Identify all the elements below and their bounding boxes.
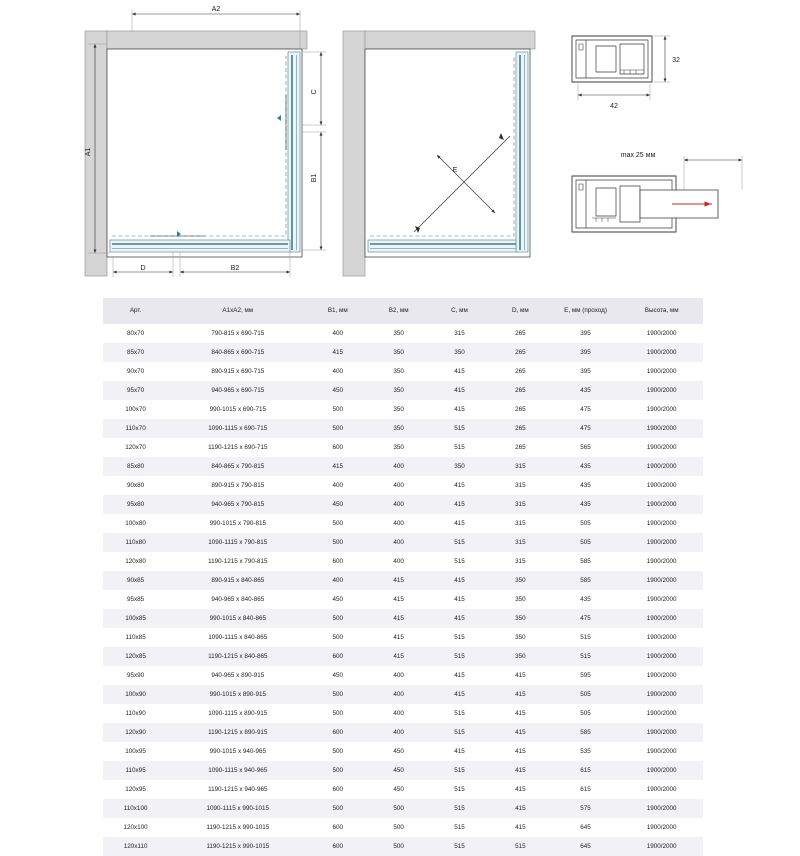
table-cell: 400 bbox=[307, 476, 368, 495]
table-cell: 400 bbox=[368, 685, 429, 704]
table-cell: 350 bbox=[368, 381, 429, 400]
table-cell: 100х90 bbox=[103, 685, 168, 704]
table-cell: 1900/2000 bbox=[620, 343, 703, 362]
dim-label-b1: B1 bbox=[311, 173, 318, 183]
table-cell: 100х85 bbox=[103, 609, 168, 628]
table-cell: 120х90 bbox=[103, 723, 168, 742]
table-row bbox=[103, 590, 703, 609]
table-cell: 500 bbox=[307, 761, 368, 780]
table-cell: 450 bbox=[307, 590, 368, 609]
table-cell: 120х110 bbox=[103, 837, 168, 856]
table-cell: 120х70 bbox=[103, 438, 168, 457]
table-cell: 500 bbox=[307, 533, 368, 552]
dim-label-b2: B2 bbox=[230, 265, 240, 272]
table-cell: 840-865 х 690-715 bbox=[168, 343, 307, 362]
table-cell: 1900/2000 bbox=[620, 457, 703, 476]
table-cell: 395 bbox=[551, 362, 621, 381]
dim-label-profile-width: 42 bbox=[610, 103, 618, 110]
table-cell: 1190-1215 х 940-965 bbox=[168, 780, 307, 799]
table-cell: 415 bbox=[429, 381, 490, 400]
table-cell: 1900/2000 bbox=[620, 362, 703, 381]
table-cell: 515 bbox=[551, 628, 621, 647]
table-cell: 85х80 bbox=[103, 457, 168, 476]
table-cell: 415 bbox=[429, 685, 490, 704]
table-cell: 110х85 bbox=[103, 628, 168, 647]
table-row bbox=[103, 818, 703, 837]
table-cell: 265 bbox=[490, 419, 551, 438]
table-cell: 120х100 bbox=[103, 818, 168, 837]
table-row bbox=[103, 685, 703, 704]
table-cell: 575 bbox=[551, 799, 621, 818]
table-cell: 595 bbox=[551, 666, 621, 685]
table-cell: 450 bbox=[307, 495, 368, 514]
table-cell: 435 bbox=[551, 590, 621, 609]
table-cell: 1090-1115 х 790-815 bbox=[168, 533, 307, 552]
table-cell: 500 bbox=[307, 400, 368, 419]
table-cell: 600 bbox=[307, 552, 368, 571]
table-cell: 500 bbox=[368, 818, 429, 837]
table-cell: 1900/2000 bbox=[620, 780, 703, 799]
table-cell: 450 bbox=[307, 381, 368, 400]
col-header-c: С, мм bbox=[429, 298, 490, 324]
table-cell: 890-915 х 790-815 bbox=[168, 476, 307, 495]
table-cell: 350 bbox=[490, 590, 551, 609]
table-cell: 1900/2000 bbox=[620, 818, 703, 837]
table-cell: 1090-1115 х 940-965 bbox=[168, 761, 307, 780]
table-cell: 535 bbox=[551, 742, 621, 761]
table-cell: 1900/2000 bbox=[620, 837, 703, 856]
table-row bbox=[103, 609, 703, 628]
table-cell: 120х80 bbox=[103, 552, 168, 571]
table-cell: 500 bbox=[307, 514, 368, 533]
table-cell: 615 bbox=[551, 761, 621, 780]
table-cell: 1190-1215 х 990-1015 bbox=[168, 837, 307, 856]
table-cell: 120х95 bbox=[103, 780, 168, 799]
table-cell: 415 bbox=[490, 685, 551, 704]
dim-label-a1: A1 bbox=[85, 147, 92, 157]
dim-label-e: E bbox=[452, 167, 458, 174]
table-cell: 400 bbox=[368, 514, 429, 533]
table-row bbox=[103, 438, 703, 457]
table-cell: 350 bbox=[368, 419, 429, 438]
col-header-a1a2: А1хА2, мм bbox=[168, 298, 307, 324]
table-cell: 1900/2000 bbox=[620, 590, 703, 609]
table-row bbox=[103, 400, 703, 419]
table-cell: 415 bbox=[429, 400, 490, 419]
table-row bbox=[103, 533, 703, 552]
table-cell: 1900/2000 bbox=[620, 761, 703, 780]
table-cell: 1190-1215 х 690-715 bbox=[168, 438, 307, 457]
table-cell: 315 bbox=[490, 533, 551, 552]
table-cell: 95х85 bbox=[103, 590, 168, 609]
table-cell: 265 bbox=[490, 343, 551, 362]
table-cell: 110х95 bbox=[103, 761, 168, 780]
table-cell: 435 bbox=[551, 476, 621, 495]
spec-table-wrap bbox=[103, 298, 703, 856]
table-cell: 585 bbox=[551, 723, 621, 742]
dim-label-max-adjust: max 25 мм bbox=[620, 152, 656, 159]
table-cell: 1900/2000 bbox=[620, 400, 703, 419]
table-cell: 415 bbox=[490, 818, 551, 837]
col-header-height: Высота, мм bbox=[620, 298, 703, 324]
table-cell: 415 bbox=[429, 666, 490, 685]
table-cell: 1900/2000 bbox=[620, 571, 703, 590]
table-cell: 1900/2000 bbox=[620, 514, 703, 533]
table-cell: 1900/2000 bbox=[620, 476, 703, 495]
table-cell: 415 bbox=[429, 742, 490, 761]
drawing-svg bbox=[0, 0, 800, 292]
table-cell: 990-1015 х 690-715 bbox=[168, 400, 307, 419]
table-cell: 1900/2000 bbox=[620, 324, 703, 343]
table-cell: 100х70 bbox=[103, 400, 168, 419]
table-cell: 565 bbox=[551, 438, 621, 457]
table-cell: 1900/2000 bbox=[620, 704, 703, 723]
table-cell: 500 bbox=[307, 628, 368, 647]
table-row bbox=[103, 495, 703, 514]
table-cell: 940-965 х 690-715 bbox=[168, 381, 307, 400]
table-cell: 415 bbox=[490, 742, 551, 761]
table-cell: 500 bbox=[307, 609, 368, 628]
table-cell: 350 bbox=[368, 400, 429, 419]
table-cell: 400 bbox=[368, 723, 429, 742]
table-cell: 515 bbox=[429, 723, 490, 742]
table-cell: 600 bbox=[307, 647, 368, 666]
table-cell: 400 bbox=[368, 533, 429, 552]
table-cell: 1900/2000 bbox=[620, 419, 703, 438]
table-cell: 450 bbox=[368, 780, 429, 799]
table-row bbox=[103, 571, 703, 590]
dim-label-c: C bbox=[311, 89, 318, 95]
table-row bbox=[103, 704, 703, 723]
table-cell: 585 bbox=[551, 552, 621, 571]
table-cell: 395 bbox=[551, 324, 621, 343]
table-cell: 1900/2000 bbox=[620, 742, 703, 761]
table-cell: 450 bbox=[307, 666, 368, 685]
table-cell: 415 bbox=[429, 609, 490, 628]
table-cell: 515 bbox=[429, 761, 490, 780]
table-cell: 1900/2000 bbox=[620, 533, 703, 552]
table-cell: 415 bbox=[490, 723, 551, 742]
table-cell: 585 bbox=[551, 571, 621, 590]
table-cell: 395 bbox=[551, 343, 621, 362]
table-cell: 90х85 bbox=[103, 571, 168, 590]
col-header-e: E, мм (проход) bbox=[551, 298, 621, 324]
table-cell: 120х85 bbox=[103, 647, 168, 666]
table-cell: 110х100 bbox=[103, 799, 168, 818]
table-cell: 500 bbox=[307, 685, 368, 704]
table-cell: 400 bbox=[368, 476, 429, 495]
table-cell: 790-815 х 690-715 bbox=[168, 324, 307, 343]
table-row bbox=[103, 799, 703, 818]
table-cell: 400 bbox=[307, 571, 368, 590]
col-header-b1: В1, мм bbox=[307, 298, 368, 324]
technical-drawings bbox=[0, 0, 800, 292]
table-cell: 1900/2000 bbox=[620, 609, 703, 628]
table-row bbox=[103, 723, 703, 742]
table-cell: 940-965 х 790-815 bbox=[168, 495, 307, 514]
table-cell: 500 bbox=[368, 837, 429, 856]
profile-section-bottom bbox=[572, 152, 742, 232]
table-cell: 415 bbox=[490, 666, 551, 685]
table-row bbox=[103, 761, 703, 780]
table-row bbox=[103, 628, 703, 647]
dim-label-a2: A2 bbox=[211, 6, 221, 13]
table-cell: 450 bbox=[368, 742, 429, 761]
table-cell: 80х70 bbox=[103, 324, 168, 343]
table-cell: 350 bbox=[368, 343, 429, 362]
table-cell: 350 bbox=[490, 571, 551, 590]
table-row bbox=[103, 324, 703, 343]
table-cell: 265 bbox=[490, 381, 551, 400]
table-header-row bbox=[103, 298, 703, 324]
table-cell: 415 bbox=[368, 628, 429, 647]
table-row bbox=[103, 476, 703, 495]
profile-section-top bbox=[572, 36, 680, 110]
table-cell: 515 bbox=[429, 837, 490, 856]
table-cell: 505 bbox=[551, 533, 621, 552]
table-cell: 515 bbox=[429, 780, 490, 799]
table-cell: 1190-1215 х 790-815 bbox=[168, 552, 307, 571]
table-cell: 505 bbox=[551, 704, 621, 723]
table-cell: 600 bbox=[307, 780, 368, 799]
table-cell: 350 bbox=[490, 647, 551, 666]
table-cell: 415 bbox=[307, 457, 368, 476]
table-cell: 100х95 bbox=[103, 742, 168, 761]
table-cell: 515 bbox=[429, 799, 490, 818]
table-cell: 515 bbox=[490, 837, 551, 856]
table-cell: 515 bbox=[429, 419, 490, 438]
table-cell: 110х70 bbox=[103, 419, 168, 438]
table-cell: 415 bbox=[429, 590, 490, 609]
table-cell: 515 bbox=[429, 533, 490, 552]
table-cell: 475 bbox=[551, 609, 621, 628]
table-cell: 435 bbox=[551, 381, 621, 400]
table-cell: 515 bbox=[429, 628, 490, 647]
table-cell: 1090-1115 х 840-865 bbox=[168, 628, 307, 647]
table-cell: 85х70 bbox=[103, 343, 168, 362]
table-cell: 1900/2000 bbox=[620, 723, 703, 742]
table-cell: 400 bbox=[368, 457, 429, 476]
table-cell: 315 bbox=[490, 552, 551, 571]
table-row bbox=[103, 381, 703, 400]
spec-table bbox=[103, 298, 703, 856]
table-cell: 1900/2000 bbox=[620, 438, 703, 457]
table-cell: 1900/2000 bbox=[620, 647, 703, 666]
table-cell: 990-1015 х 940-965 bbox=[168, 742, 307, 761]
table-row bbox=[103, 837, 703, 856]
table-cell: 415 bbox=[429, 514, 490, 533]
table-cell: 435 bbox=[551, 457, 621, 476]
table-cell: 515 bbox=[429, 552, 490, 571]
table-row bbox=[103, 742, 703, 761]
table-cell: 1190-1215 х 990-1015 bbox=[168, 818, 307, 837]
table-cell: 90х80 bbox=[103, 476, 168, 495]
col-header-article: Арт. bbox=[103, 298, 168, 324]
table-cell: 600 bbox=[307, 818, 368, 837]
table-cell: 645 bbox=[551, 818, 621, 837]
table-cell: 315 bbox=[490, 457, 551, 476]
table-cell: 1900/2000 bbox=[620, 685, 703, 704]
table-cell: 515 bbox=[429, 647, 490, 666]
table-cell: 315 bbox=[490, 476, 551, 495]
plan-view-left bbox=[85, 6, 326, 277]
dim-label-profile-height: 32 bbox=[672, 57, 680, 64]
table-cell: 415 bbox=[429, 495, 490, 514]
table-cell: 265 bbox=[490, 400, 551, 419]
table-cell: 415 bbox=[429, 571, 490, 590]
table-cell: 1900/2000 bbox=[620, 799, 703, 818]
table-cell: 415 bbox=[429, 476, 490, 495]
spec-table-head bbox=[103, 298, 703, 324]
table-cell: 1900/2000 bbox=[620, 552, 703, 571]
table-row bbox=[103, 362, 703, 381]
table-cell: 1090-1115 х 990-1015 bbox=[168, 799, 307, 818]
table-cell: 415 bbox=[307, 343, 368, 362]
table-row bbox=[103, 647, 703, 666]
table-cell: 350 bbox=[490, 628, 551, 647]
table-cell: 400 bbox=[307, 324, 368, 343]
table-cell: 1900/2000 bbox=[620, 666, 703, 685]
table-cell: 475 bbox=[551, 400, 621, 419]
table-cell: 500 bbox=[307, 704, 368, 723]
table-cell: 415 bbox=[368, 647, 429, 666]
table-cell: 500 bbox=[368, 799, 429, 818]
spec-table-body bbox=[103, 324, 703, 856]
table-cell: 615 bbox=[551, 780, 621, 799]
table-cell: 1090-1115 х 890-915 bbox=[168, 704, 307, 723]
table-cell: 400 bbox=[368, 704, 429, 723]
table-cell: 1900/2000 bbox=[620, 381, 703, 400]
table-cell: 515 bbox=[429, 438, 490, 457]
table-cell: 500 bbox=[307, 742, 368, 761]
table-row bbox=[103, 666, 703, 685]
table-cell: 415 bbox=[368, 571, 429, 590]
table-cell: 515 bbox=[429, 818, 490, 837]
table-cell: 265 bbox=[490, 362, 551, 381]
table-cell: 990-1015 х 840-865 bbox=[168, 609, 307, 628]
table-cell: 110х90 bbox=[103, 704, 168, 723]
table-cell: 505 bbox=[551, 514, 621, 533]
table-cell: 110х80 bbox=[103, 533, 168, 552]
table-cell: 350 bbox=[368, 438, 429, 457]
table-cell: 315 bbox=[429, 324, 490, 343]
table-cell: 265 bbox=[490, 438, 551, 457]
table-cell: 1900/2000 bbox=[620, 628, 703, 647]
table-cell: 415 bbox=[429, 362, 490, 381]
table-cell: 315 bbox=[490, 495, 551, 514]
table-cell: 315 bbox=[490, 514, 551, 533]
table-cell: 940-965 х 890-915 bbox=[168, 666, 307, 685]
table-cell: 350 bbox=[490, 609, 551, 628]
table-cell: 90х70 bbox=[103, 362, 168, 381]
table-row bbox=[103, 514, 703, 533]
table-cell: 940-965 х 840-865 bbox=[168, 590, 307, 609]
table-cell: 95х70 bbox=[103, 381, 168, 400]
table-cell: 350 bbox=[368, 324, 429, 343]
col-header-b2: В2, мм bbox=[368, 298, 429, 324]
table-cell: 505 bbox=[551, 685, 621, 704]
table-cell: 350 bbox=[429, 457, 490, 476]
table-cell: 515 bbox=[551, 647, 621, 666]
table-cell: 400 bbox=[307, 362, 368, 381]
table-cell: 400 bbox=[368, 552, 429, 571]
table-cell: 840-865 х 790-815 bbox=[168, 457, 307, 476]
table-cell: 1190-1215 х 890-915 bbox=[168, 723, 307, 742]
table-cell: 415 bbox=[490, 799, 551, 818]
table-row bbox=[103, 343, 703, 362]
table-cell: 350 bbox=[429, 343, 490, 362]
table-cell: 515 bbox=[429, 704, 490, 723]
table-cell: 475 bbox=[551, 419, 621, 438]
table-row bbox=[103, 552, 703, 571]
table-cell: 500 bbox=[307, 419, 368, 438]
table-cell: 100х80 bbox=[103, 514, 168, 533]
table-cell: 600 bbox=[307, 723, 368, 742]
table-cell: 450 bbox=[368, 761, 429, 780]
table-cell: 990-1015 х 890-915 bbox=[168, 685, 307, 704]
table-row bbox=[103, 780, 703, 799]
table-cell: 95х80 bbox=[103, 495, 168, 514]
table-cell: 415 bbox=[490, 761, 551, 780]
table-cell: 500 bbox=[307, 799, 368, 818]
table-cell: 890-915 х 840-865 bbox=[168, 571, 307, 590]
table-cell: 645 bbox=[551, 837, 621, 856]
table-row bbox=[103, 419, 703, 438]
table-cell: 400 bbox=[368, 495, 429, 514]
table-cell: 600 bbox=[307, 438, 368, 457]
table-cell: 1900/2000 bbox=[620, 495, 703, 514]
table-cell: 1190-1215 х 840-865 bbox=[168, 647, 307, 666]
table-cell: 600 bbox=[307, 837, 368, 856]
table-cell: 435 bbox=[551, 495, 621, 514]
plan-view-right bbox=[343, 31, 535, 276]
table-cell: 95х90 bbox=[103, 666, 168, 685]
table-cell: 990-1015 х 790-815 bbox=[168, 514, 307, 533]
dim-label-d: D bbox=[140, 265, 146, 272]
table-cell: 265 bbox=[490, 324, 551, 343]
col-header-d: D, мм bbox=[490, 298, 551, 324]
table-cell: 415 bbox=[490, 780, 551, 799]
table-cell: 890-915 х 690-715 bbox=[168, 362, 307, 381]
table-cell: 415 bbox=[490, 704, 551, 723]
table-cell: 1090-1115 х 690-715 bbox=[168, 419, 307, 438]
table-cell: 400 bbox=[368, 666, 429, 685]
table-cell: 350 bbox=[368, 362, 429, 381]
table-row bbox=[103, 457, 703, 476]
table-cell: 415 bbox=[368, 609, 429, 628]
table-cell: 415 bbox=[368, 590, 429, 609]
